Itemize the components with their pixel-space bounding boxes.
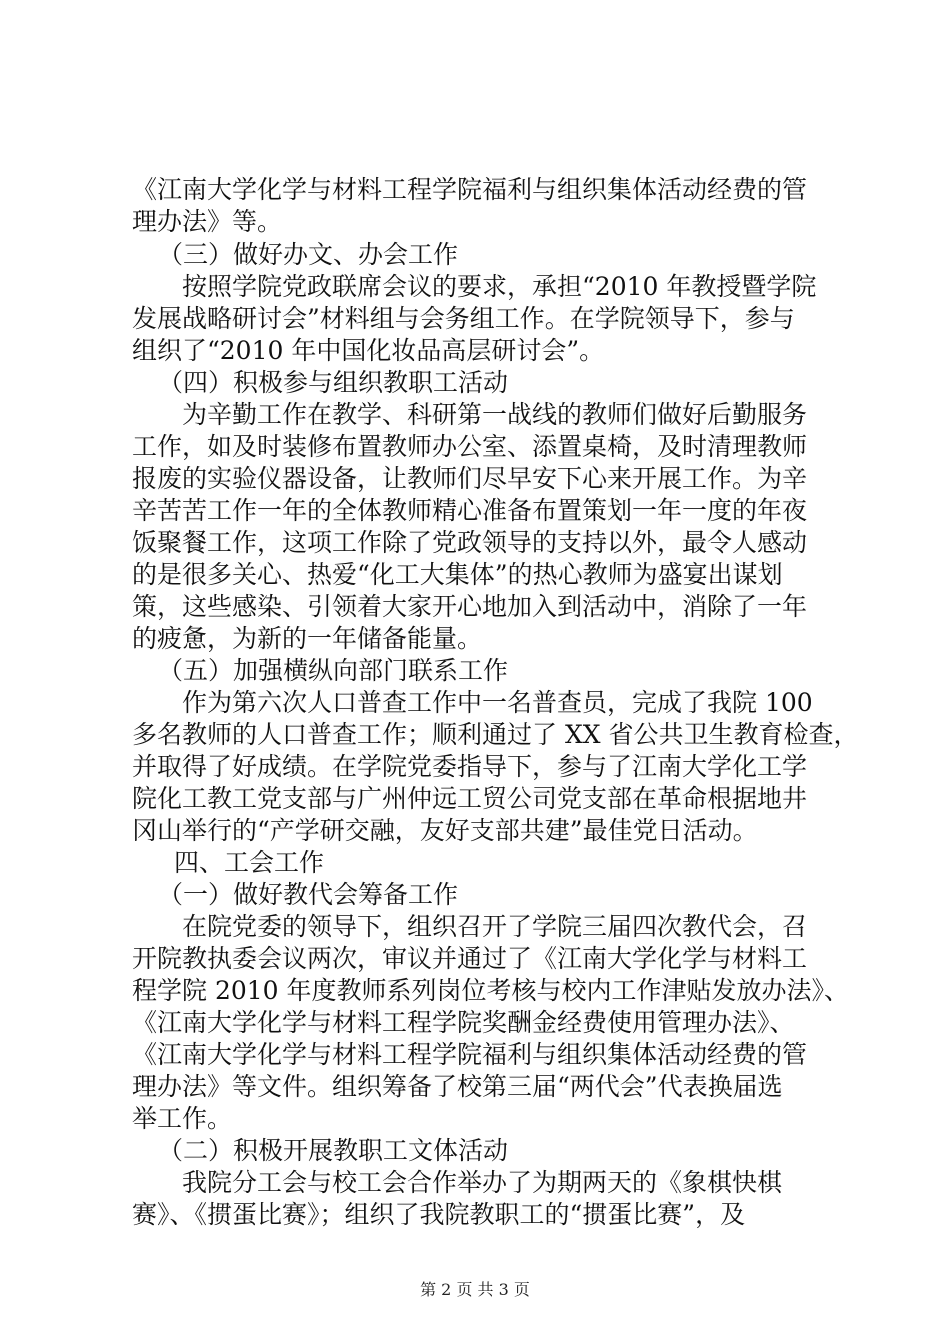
text-line-6: 组织了“2010 年中国化妆品高层研讨会”。 [132, 336, 605, 365]
text-line-18: 多名教师的人口普查工作；顺利通过了 XX 省公共卫生教育检查， [132, 720, 859, 749]
text-line-2: 理办法》等。 [132, 207, 283, 236]
text-line-32: 我院分工会与校工会合作举办了为期两天的《象棋快棋 [182, 1168, 783, 1197]
chapter-heading-4: 四、工会工作 [174, 848, 325, 877]
page-number-footer: 第 2 页 共 3 页 [420, 1280, 530, 1299]
text-line-33: 赛》、《掼蛋比赛》；组织了我院教职工的“掼蛋比赛”，及 [132, 1200, 746, 1229]
text-line-25: 开院教执委会议两次，审议并通过了《江南大学化学与材料工 [132, 944, 808, 973]
text-line-30: 举工作。 [132, 1104, 233, 1133]
text-line-1: 《江南大学化学与材料工程学院福利与组织集体活动经费的管 [132, 175, 808, 204]
text-line-26: 程学院 2010 年度教师系列岗位考核与校内工作津贴发放办法》、 [132, 976, 850, 1005]
section-heading-1: （一）做好教代会筹备工作 [158, 880, 459, 909]
section-heading-2: （二）积极开展教职工文体活动 [158, 1136, 509, 1165]
text-line-27: 《江南大学化学与材料工程学院奖酬金经费使用管理办法》、 [132, 1008, 795, 1037]
text-line-4: 按照学院党政联席会议的要求，承担“2010 年教授暨学院 [182, 272, 817, 301]
text-line-20: 院化工教工党支部与广州仲远工贸公司党支部在革命根据地井 [132, 784, 808, 813]
text-line-19: 并取得了好成绩。在学院党委指导下，参与了江南大学化工学 [132, 752, 808, 781]
text-line-10: 报废的实验仪器设备，让教师们尽早安下心来开展工作。为辛 [132, 464, 808, 493]
text-line-5: 发展战略研讨会”材料组与会务组工作。在学院领导下，参与 [132, 304, 795, 333]
text-line-24: 在院党委的领导下，组织召开了学院三届四次教代会，召 [182, 912, 808, 941]
section-heading-3: （三）做好办文、办会工作 [158, 240, 459, 269]
text-line-8: 为辛勤工作在教学、科研第一战线的教师们做好后勤服务 [182, 400, 808, 429]
text-line-13: 的是很多关心、热爱“化工大集体”的热心教师为盛宴出谋划 [132, 560, 783, 589]
text-line-29: 理办法》等文件。组织筹备了校第三届“两代会”代表换届选 [132, 1072, 783, 1101]
text-line-15: 的疲惫，为新的一年储备能量。 [132, 624, 483, 653]
text-line-28: 《江南大学化学与材料工程学院福利与组织集体活动经费的管 [132, 1040, 808, 1069]
text-line-14: 策，这些感染、引领着大家开心地加入到活动中，消除了一年 [132, 592, 808, 621]
text-line-21: 冈山举行的“产学研交融，友好支部共建”最佳党日活动。 [132, 816, 758, 845]
text-line-12: 饭聚餐工作，这项工作除了党政领导的支持以外，最令人感动 [132, 528, 808, 557]
section-heading-5: （五）加强横纵向部门联系工作 [158, 656, 509, 685]
section-heading-4: （四）积极参与组织教职工活动 [158, 368, 509, 397]
text-line-9: 工作，如及时装修布置教师办公室、添置桌椅，及时清理教师 [132, 432, 808, 461]
text-line-11: 辛苦苦工作一年的全体教师精心准备布置策划一年一度的年夜 [132, 496, 808, 525]
text-line-17: 作为第六次人口普查工作中一名普查员，完成了我院 100 [182, 688, 813, 717]
